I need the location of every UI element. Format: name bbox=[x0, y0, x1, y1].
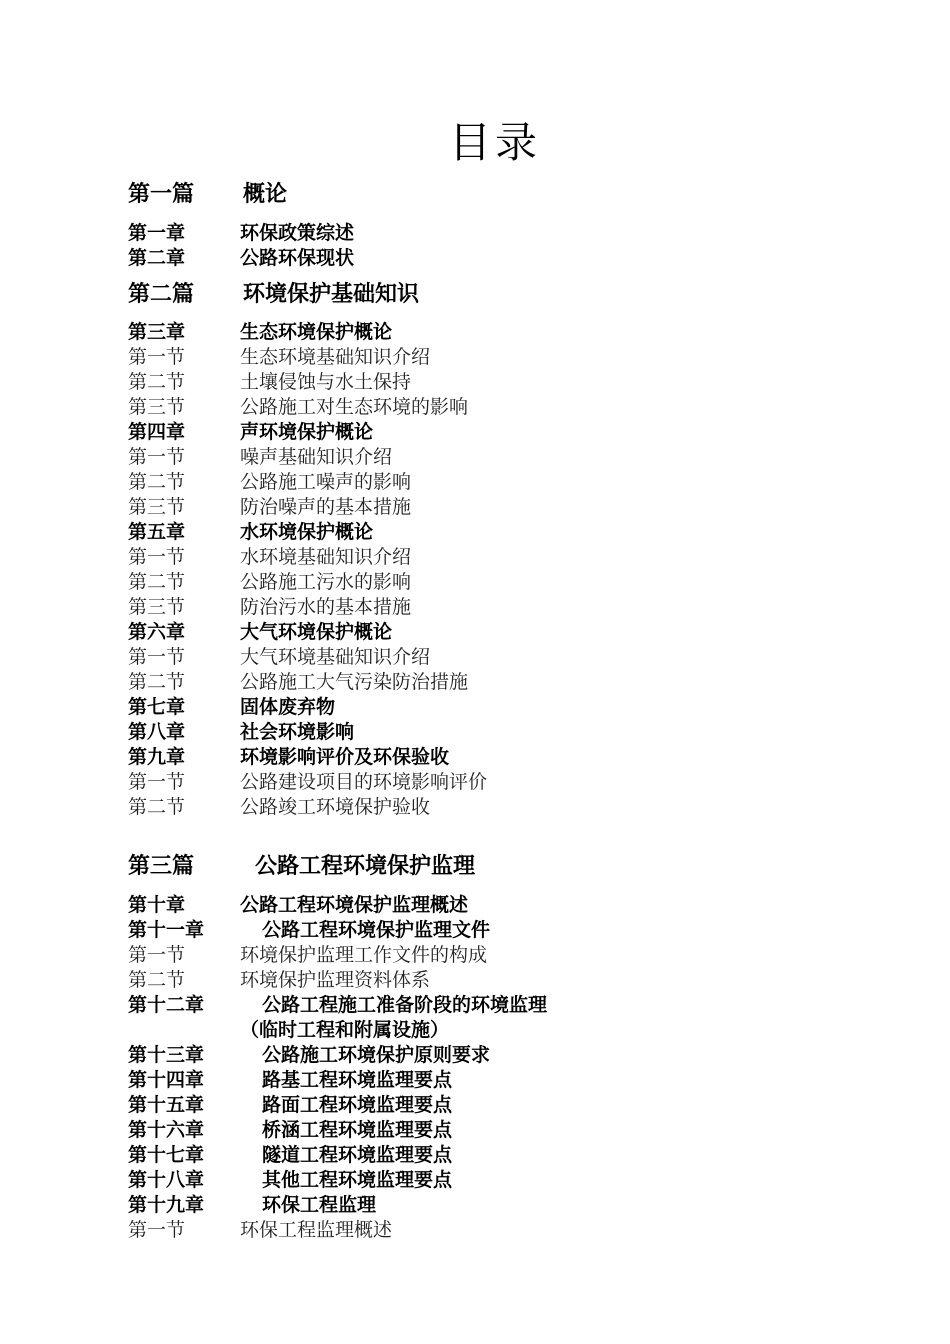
toc-chapter-label: 第九章 bbox=[128, 746, 186, 768]
toc-chapter-label: 第十八章 bbox=[128, 1169, 205, 1191]
toc-chapter-title: 声环境保护概论 bbox=[240, 421, 374, 443]
toc-chapter-title: 生态环境保护概论 bbox=[240, 321, 393, 343]
toc-section-label: 第一节 bbox=[128, 446, 186, 468]
toc-chapter-label: 第六章 bbox=[128, 621, 186, 643]
toc-section-title: 公路施工污水的影响 bbox=[240, 571, 412, 593]
toc-chapter-label: 第二章 bbox=[128, 247, 186, 269]
toc-section-label: 第二节 bbox=[128, 796, 186, 818]
toc-chapter-label: 第十二章 bbox=[128, 994, 205, 1016]
page-title: 目录 bbox=[448, 118, 541, 167]
toc-chapter-label: 第三章 bbox=[128, 321, 186, 343]
toc-section-label: 第一节 bbox=[128, 346, 186, 368]
toc-chapter-title: 公路环保现状 bbox=[240, 247, 355, 269]
toc-chapter-title: 公路工程环境保护监理概述 bbox=[240, 894, 469, 916]
toc-chapter-label: 第四章 bbox=[128, 421, 186, 443]
toc-chapter-label: 第十三章 bbox=[128, 1044, 205, 1066]
toc-section-label: 第二节 bbox=[128, 571, 186, 593]
toc-chapter-label: 第十四章 bbox=[128, 1069, 205, 1091]
toc-chapter-label: 第十七章 bbox=[128, 1144, 205, 1166]
toc-chapter-title: 社会环境影响 bbox=[240, 721, 355, 743]
toc-chapter-title: 环境影响评价及环保验收 bbox=[240, 746, 450, 768]
toc-chapter-title: 环保政策综述 bbox=[240, 222, 355, 244]
toc-section-title: 公路施工噪声的影响 bbox=[240, 471, 412, 493]
toc-section-title: 防治污水的基本措施 bbox=[240, 596, 412, 618]
toc-section-title: 公路施工对生态环境的影响 bbox=[240, 396, 469, 418]
toc-chapter-title: 公路工程环境保护监理文件 bbox=[262, 919, 491, 941]
toc-chapter-title: 其他工程环境监理要点 bbox=[262, 1169, 453, 1191]
toc-chapter-title: 大气环境保护概论 bbox=[240, 621, 393, 643]
toc-section-title: 大气环境基础知识介绍 bbox=[240, 646, 431, 668]
toc-section-title: 噪声基础知识介绍 bbox=[240, 446, 393, 468]
toc-chapter-title: 公路施工环境保护原则要求 bbox=[262, 1044, 491, 1066]
toc-chapter-title: 桥涵工程环境监理要点 bbox=[262, 1119, 453, 1141]
toc-section-label: 第三节 bbox=[128, 396, 186, 418]
toc-section-label: 第三节 bbox=[128, 496, 186, 518]
toc-chapter-label: 第五章 bbox=[128, 521, 186, 543]
toc-part-title: 概论 bbox=[243, 182, 288, 207]
toc-chapter-title: 路面工程环境监理要点 bbox=[262, 1094, 453, 1116]
toc-section-title: 土壤侵蚀与水土保持 bbox=[240, 371, 412, 393]
toc-section-label: 第二节 bbox=[128, 671, 186, 693]
toc-chapter-title: 隧道工程环境监理要点 bbox=[262, 1144, 453, 1166]
toc-chapter-label: 第十九章 bbox=[128, 1194, 205, 1216]
toc-part-title: 公路工程环境保护监理 bbox=[255, 854, 476, 879]
toc-section-title: 环保工程监理概述 bbox=[240, 1219, 393, 1241]
toc-part-label: 第一篇 bbox=[128, 182, 195, 207]
toc-section-title: 防治噪声的基本措施 bbox=[240, 496, 412, 518]
toc-section-title: 环境保护监理资料体系 bbox=[240, 969, 431, 991]
toc-section-title: 生态环境基础知识介绍 bbox=[240, 346, 431, 368]
toc-chapter-label: 第七章 bbox=[128, 696, 186, 718]
toc-chapter-label: 第十章 bbox=[128, 894, 186, 916]
toc-section-title: 公路竣工环境保护验收 bbox=[240, 796, 431, 818]
toc-chapter-title: 公路工程施工准备阶段的环境监理 bbox=[262, 994, 548, 1016]
toc-chapter-title: 路基工程环境监理要点 bbox=[262, 1069, 453, 1091]
toc-section-label: 第一节 bbox=[128, 1219, 186, 1241]
toc-chapter-label: 第十六章 bbox=[128, 1119, 205, 1141]
toc-chapter-title-continuation: （临时工程和附属设施） bbox=[240, 1019, 450, 1041]
toc-section-label: 第三节 bbox=[128, 596, 186, 618]
toc-part-label: 第三篇 bbox=[128, 854, 195, 879]
toc-section-title: 公路施工大气污染防治措施 bbox=[240, 671, 469, 693]
toc-chapter-label: 第十五章 bbox=[128, 1094, 205, 1116]
toc-section-label: 第二节 bbox=[128, 969, 186, 991]
toc-section-title: 环境保护监理工作文件的构成 bbox=[240, 944, 488, 966]
toc-chapter-title: 水环境保护概论 bbox=[240, 521, 374, 543]
toc-section-label: 第一节 bbox=[128, 646, 186, 668]
toc-chapter-label: 第一章 bbox=[128, 222, 186, 244]
toc-section-label: 第一节 bbox=[128, 944, 186, 966]
toc-section-label: 第二节 bbox=[128, 371, 186, 393]
toc-section-label: 第一节 bbox=[128, 546, 186, 568]
toc-chapter-label: 第十一章 bbox=[128, 919, 205, 941]
toc-section-title: 公路建设项目的环境影响评价 bbox=[240, 771, 488, 793]
toc-section-label: 第二节 bbox=[128, 471, 186, 493]
toc-chapter-title: 固体废弃物 bbox=[240, 696, 336, 718]
toc-chapter-label: 第八章 bbox=[128, 721, 186, 743]
toc-chapter-title: 环保工程监理 bbox=[262, 1194, 377, 1216]
toc-section-label: 第一节 bbox=[128, 771, 186, 793]
toc-section-title: 水环境基础知识介绍 bbox=[240, 546, 412, 568]
toc-part-label: 第二篇 bbox=[128, 282, 195, 307]
toc-part-title: 环境保护基础知识 bbox=[243, 282, 420, 307]
